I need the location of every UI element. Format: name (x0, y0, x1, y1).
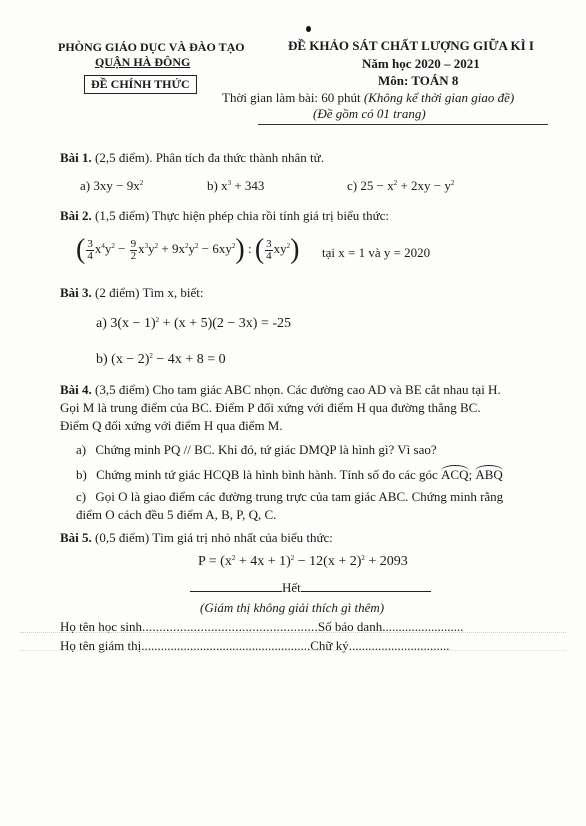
bai4-line2: Gọi M là trung điểm của BC. Điểm P đối xứng với điểm H qua đường thẳng BC. (60, 400, 481, 415)
bai4-b: b) Chứng minh tứ giác HCQB là hình bình hành. Tính số đo các góc ACQ; ABQ (76, 467, 503, 482)
bai4-line3: Điểm Q đối xứng với điểm H qua điểm M. (60, 418, 283, 433)
bai2-heading (60, 208, 389, 224)
bai4-line1 (60, 382, 501, 398)
bai1-a-label: a) (80, 178, 91, 193)
bai2-desc: (1,5 điểm) Thực hiện phép chia rồi tính giá trị biểu thức: (95, 208, 390, 223)
bai4-c (76, 489, 503, 505)
bai4-b-label: b) (76, 467, 87, 482)
official-badge: ĐỀ CHÍNH THỨC (84, 75, 197, 94)
bai3-b-label: b) (96, 352, 108, 367)
bai4-a-label: a) (76, 442, 87, 457)
bai4-line1-text: (3,5 điểm) Cho tam giác ABC nhọn. Các đường cao AD và BE cắt nhau tại H. (95, 382, 501, 397)
bai3-heading (60, 285, 203, 301)
bai4-c-line2: điểm O cách đều 5 điểm A, B, P, Q, C. (76, 507, 277, 522)
time-note: (Không kể thời gian giao đề) (363, 90, 515, 105)
proctor-note: (Giám thị không giải thích gì thêm) (200, 600, 385, 615)
bai5-desc: (0,5 điểm) Tìm giá trị nhỏ nhất của biểu thức: (95, 530, 333, 545)
bai4-a-text: Chứng minh PQ // BC. Khi đó, tứ giác DMQP là hình gì? Vì sao? (95, 442, 437, 457)
angle-acq: ACQ (441, 467, 469, 482)
bai1-c-label: c) (347, 178, 358, 193)
bai1-a: a) $3xy - 9x^2$ (80, 178, 144, 193)
bai2-expression: ( $\frac{3}{4}$ $x^4y^2$ − $\frac{9}{2}$ $x^3y^2 + 9x^2y^2 - 6xy^2$) : ( $\frac{3}{4}$ $xy^2$) (76, 234, 300, 266)
bai3-label: Bài 3. (60, 285, 92, 300)
student-line: Họ tên học sinh...................................................Số báo danh......................... (60, 619, 464, 634)
time-label: Thời gian làm bài: 60 phút (222, 90, 361, 105)
header-rule (258, 124, 548, 125)
bai1-heading (60, 150, 324, 166)
school-year: Năm học 2020 – 2021 (362, 56, 480, 71)
time-line (222, 90, 514, 106)
bai1-b: b) $x^3 + 343$ (207, 178, 265, 193)
end-text: Hết (282, 580, 301, 595)
dept-name: PHÒNG GIÁO DỤC VÀ ĐÀO TẠO (58, 40, 245, 54)
bai1-b-label: b) (207, 178, 218, 193)
subject: Môn: TOÁN 8 (378, 73, 459, 88)
sign-label: Chữ ký (310, 638, 349, 653)
bai4-c-text: Gọi O là giao điểm các đường trung trực của tam giác ABC. Chứng minh rằng (95, 489, 504, 504)
bai4-label: Bài 4. (60, 382, 92, 397)
bai3-a-label: a) (96, 316, 107, 331)
end-line (190, 580, 431, 596)
pages-note: (Đề gồm có 01 trang) (313, 106, 426, 121)
bai2-label: Bài 2. (60, 208, 92, 223)
exam-title: ĐỀ KHẢO SÁT CHẤT LƯỢNG GIỮA KÌ I (288, 38, 534, 53)
bai4-c-label: c) (76, 489, 87, 504)
bai5-expression: $P = (x^2 + 4x + 1)^2 - 12(x + 2)^2 + 2093$ (198, 554, 408, 569)
scan-line-2 (20, 650, 566, 651)
sbd-label: Số báo danh (317, 619, 383, 634)
bai5-heading (60, 530, 333, 546)
proctor-line: Họ tên giám thị....................................................Chữ ký............................... (60, 638, 450, 653)
scan-line (20, 632, 566, 633)
district-name: QUẬN HÀ ĐÔNG (95, 55, 191, 69)
angle-abq: ABQ (475, 467, 503, 482)
bai4-b-text: Chứng minh tứ giác HCQB là hình bình hành. Tính số đo các góc (96, 467, 438, 482)
bai3-a-rhs: = -25 (260, 316, 292, 331)
bai1-label: Bài 1. (60, 150, 92, 165)
bai3-b: b) $(x - 2)^2 - 4x + 8 = 0$ (96, 352, 226, 367)
bai1-c: c) $25 - x^2 + 2xy - y^2$ (347, 178, 455, 193)
ink-dot (306, 26, 311, 32)
bai1-desc: (2,5 điểm). Phân tích đa thức thành nhân tử. (95, 150, 324, 165)
bai5-label: Bài 5. (60, 530, 92, 545)
student-label: Họ tên học sinh (60, 619, 142, 634)
bai3-desc: (2 điểm) Tìm x, biết: (95, 285, 204, 300)
bai4-a (76, 442, 437, 458)
proctor-label: Họ tên giám thị (60, 638, 142, 653)
bai3-a: a) $3(x - 1)^2 + (x + 5)(2 - 3x) = -25$ (96, 316, 292, 331)
bai2-condition: tại x = 1 và y = 2020 (322, 245, 431, 260)
